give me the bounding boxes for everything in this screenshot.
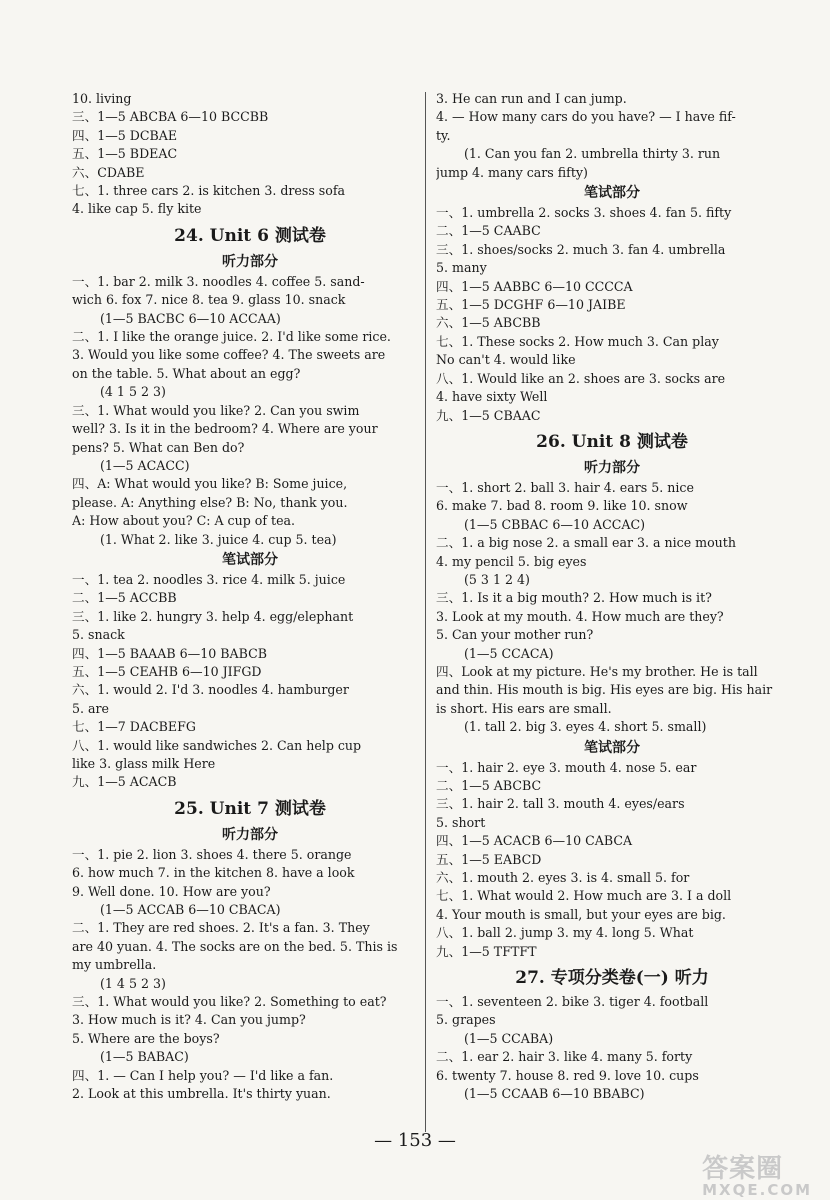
watermark-url: MXQE.COM [702,1181,812,1199]
answer-line: and thin. His mouth is big. His eyes are big. His hair [436,682,773,698]
answer-line: 一、1. bar 2. milk 3. noodles 4. coffee 5. sand- [72,273,365,289]
column-divider [425,92,426,1132]
answer-line: 二、1—5 ACCBB [72,590,177,606]
answer-line: 5. many [436,260,487,276]
answer-line: 4. Your mouth is small, but your eyes are big. [436,906,726,922]
answer-line: 5. Where are the boys? [72,1030,220,1046]
answer-line: 六、1—5 ABCBB [436,315,541,331]
answer-line: 六、1. mouth 2. eyes 3. is 4. small 5. for [436,870,690,886]
answer-line: 二、1. ear 2. hair 3. like 4. many 5. forty [436,1049,693,1065]
watermark-text: 答案圈 [702,1154,784,1184]
answer-line: 八、1. Would like an 2. shoes are 3. socks are [436,370,726,386]
answer-line: please. A: Anything else? B: No, thank you. [72,494,348,510]
answer-line: 一、1. umbrella 2. socks 3. shoes 4. fan 5. fifty [436,205,732,221]
answer-line: 三、1—5 ABCBA 6—10 BCCBB [72,109,269,125]
answer-line: 三、1. like 2. hungry 3. help 4. egg/elephant [72,608,354,624]
answer-line: 八、1. would like sandwiches 2. Can help cup [72,737,362,753]
answer-line: 四、1—5 BAAAB 6—10 BABCB [72,645,267,661]
answer-line: (1—5 CCAAB 6—10 BBABC) [464,1086,645,1102]
answer-line: 九、1—5 TFTFT [436,943,537,959]
answer-line: 一、1. hair 2. eye 3. mouth 4. nose 5. ear [436,759,697,775]
answer-line: 六、CDABE [72,164,145,180]
answer-line: 4. like cap 5. fly kite [72,201,202,217]
answer-line: 4. my pencil 5. big eyes [436,553,587,569]
answer-line: 二、1—5 ABCBC [436,778,542,793]
answer-line: 5. Can your mother run? [436,627,594,643]
answer-line: 七、1. What would 2. How much are 3. I a doll [436,888,732,904]
answer-line: 九、1—5 ACACB [72,774,177,790]
answer-line: 6. twenty 7. house 8. red 9. love 10. cups [436,1067,699,1083]
listening-heading: 听力部分 [222,826,278,843]
written-heading: 笔试部分 [584,185,640,202]
section-title-special-1: 27. 专项分类卷(一) 听力 [515,968,709,989]
answer-line: 七、1. three cars 2. is kitchen 3. dress sofa [72,183,346,199]
answer-line: 3. How much is it? 4. Can you jump? [72,1012,306,1028]
answer-line: on the table. 5. What about an egg? [72,365,301,381]
section-title-unit6: 24. Unit 6 测试卷 [174,225,326,246]
answer-line: my umbrella. [72,957,157,973]
answer-line: wich 6. fox 7. nice 8. tea 9. glass 10. snack [72,292,346,308]
answer-line: (1—5 CBBAC 6—10 ACCAC) [464,516,646,532]
answer-line: 5. grapes [436,1012,496,1028]
answer-line: 4. — How many cars do you have? — I have fif- [436,109,736,125]
answer-line: 6. make 7. bad 8. room 9. like 10. snow [436,498,688,514]
answer-line: (1—5 ACACC) [100,457,190,473]
answer-line: 七、1—7 DACBEFG [72,719,196,735]
written-heading: 笔试部分 [222,551,278,568]
answer-line: 五、1—5 EABCD [436,851,542,867]
answer-line: 四、A: What would you like? B: Some juice, [72,476,348,492]
answer-line: 二、1. They are red shoes. 2. It's a fan. 3. They [72,920,370,936]
answer-line: 5. are [72,700,110,716]
answer-line: 5. short [436,814,486,830]
answer-line: 二、1. a big nose 2. a small ear 3. a nice mouth [436,535,736,551]
answer-line: A: How about you? C: A cup of tea. [72,513,296,529]
answer-line: No can't 4. would like [436,352,576,368]
answer-line: 一、1. short 2. ball 3. hair 4. ears 5. nice [436,479,694,495]
answer-line: 4. have sixty Well [436,389,548,405]
answer-line: 五、1—5 BDEAC [72,146,178,162]
answer-line: 三、1. hair 2. tall 3. mouth 4. eyes/ears [436,796,685,812]
section-title-unit8: 26. Unit 8 测试卷 [536,431,688,452]
watermark-logo [702,1148,812,1199]
answer-line: (1—5 CCABA) [464,1030,554,1046]
listening-heading: 听力部分 [222,253,278,270]
right-column [436,90,788,1104]
answer-line: 四、1—5 DCBAE [72,127,178,143]
answer-line: 二、1—5 CAABC [436,223,541,239]
page-number: — 153 — [374,1130,456,1151]
answer-line: 二、1. I like the orange juice. 2. I'd like some rice. [72,329,391,345]
answer-line: (5 3 1 2 4) [464,571,530,587]
answer-line: (1—5 ACCAB 6—10 CBACA) [100,902,281,918]
answer-line: 七、1. These socks 2. How much 3. Can play [436,333,719,349]
answer-line: 三、1. What would you like? 2. Something to eat? [72,994,387,1010]
answer-line: 9. Well done. 10. How are you? [72,883,271,899]
answer-line: ty. [436,127,451,143]
answer-line: well? 3. Is it in the bedroom? 4. Where are your [72,421,378,437]
answer-line: 三、1. What would you like? 2. Can you swim [72,402,360,418]
written-heading: 笔试部分 [584,739,640,756]
answer-line: 四、Look at my picture. He's my brother. He is tall [436,663,758,679]
answer-line: 6. how much 7. in the kitchen 8. have a look [72,865,355,881]
answer-line: like 3. glass milk Here [72,756,216,771]
answer-line: (1. Can you fan 2. umbrella thirty 3. run [464,146,721,162]
answer-line: (1—5 BACBC 6—10 ACCAA) [100,310,281,326]
answer-line: 10. living [72,91,132,106]
answer-line: (1 4 5 2 3) [100,975,166,991]
answer-line: is short. His ears are small. [436,700,612,716]
listening-heading: 听力部分 [584,459,640,476]
answer-line: 三、1. Is it a big mouth? 2. How much is it? [436,590,712,606]
answer-line: 五、1—5 CEAHB 6—10 JIFGD [72,663,262,679]
answer-line: 三、1. shoes/socks 2. much 3. fan 4. umbrella [436,241,726,257]
answer-line: are 40 yuan. 4. The socks are on the bed. 5. This is [72,938,398,954]
section-title-unit7: 25. Unit 7 测试卷 [174,798,326,819]
answer-line: (1. What 2. like 3. juice 4. cup 5. tea) [100,531,337,547]
answer-line: (1. tall 2. big 3. eyes 4. short 5. small) [464,719,707,735]
answer-line: jump 4. many cars fifty) [436,164,588,180]
answer-line: 五、1—5 DCGHF 6—10 JAIBE [436,297,626,313]
answer-line: 四、1—5 ACACB 6—10 CABCA [436,833,633,849]
answer-line: (4 1 5 2 3) [100,384,166,400]
answer-line: 一、1. pie 2. lion 3. shoes 4. there 5. orange [72,846,352,862]
answer-line: 3. Would you like some coffee? 4. The sweets are [72,347,386,363]
left-column [72,90,428,1104]
answer-line: 2. Look at this umbrella. It's thirty yuan. [72,1086,331,1102]
answer-line: 六、1. would 2. I'd 3. noodles 4. hamburger [72,682,349,698]
answer-line: (1—5 BABAC) [100,1049,189,1065]
answer-line: 四、1. — Can I help you? — I'd like a fan. [72,1067,334,1083]
answer-line: (1—5 CCACA) [464,645,554,661]
answer-line: 5. snack [72,627,125,643]
answer-line: 一、1. tea 2. noodles 3. rice 4. milk 5. juice [72,571,346,587]
answer-line: 3. He can run and I can jump. [436,91,627,106]
answer-line: 八、1. ball 2. jump 3. my 4. long 5. What [436,925,694,941]
answer-line: pens? 5. What can Ben do? [72,439,245,455]
answer-line: 一、1. seventeen 2. bike 3. tiger 4. football [436,994,709,1010]
answer-line: 九、1—5 CBAAC [436,407,541,423]
answer-line: 四、1—5 AABBC 6—10 CCCCA [436,278,633,294]
answer-line: 3. Look at my mouth. 4. How much are they? [436,608,724,624]
